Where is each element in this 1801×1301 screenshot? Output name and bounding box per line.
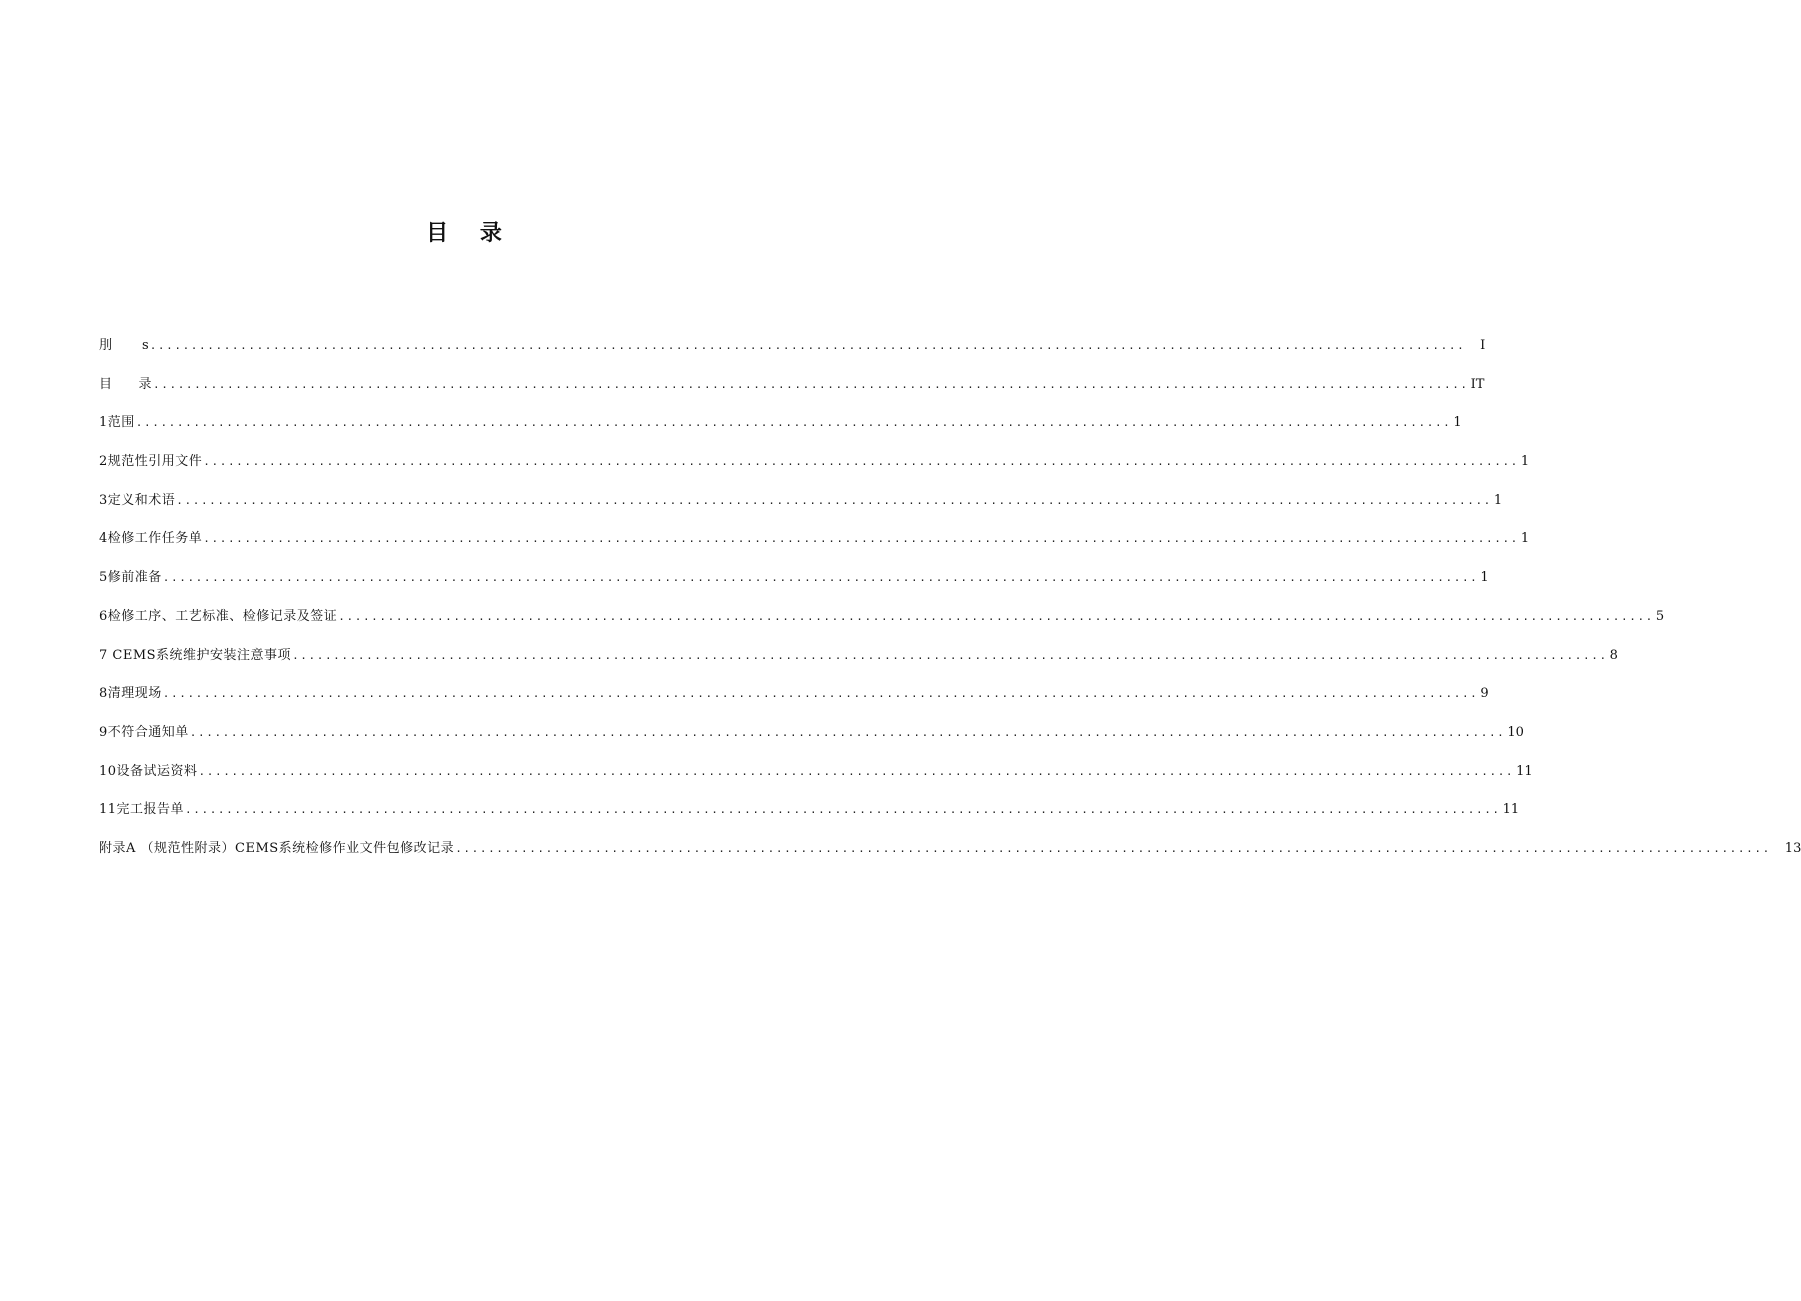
toc-page-number: 1: [1480, 570, 1489, 586]
dot-leader: ................................................................................................................................................................: [176, 493, 1492, 507]
toc-entry-10[interactable]: [99, 762, 1533, 801]
toc-entry-3[interactable]: [99, 491, 1503, 530]
toc-entry-7[interactable]: [99, 646, 1618, 685]
toc-page-number: 11: [1516, 763, 1533, 779]
dot-leader: ................................................................................................................................................................: [162, 687, 1479, 701]
toc-page-number: 1: [1453, 415, 1462, 431]
toc-entry-8[interactable]: [99, 684, 1489, 723]
toc-entry-label: 10设备试运资料: [99, 763, 198, 779]
toc-entry-1[interactable]: [99, 413, 1462, 452]
toc-entry-contents[interactable]: [99, 375, 1485, 414]
dot-leader: ................................................................................................................................................................: [455, 841, 1771, 855]
toc-entry-label: 8清理现场: [99, 686, 162, 702]
toc-page-number: 5: [1655, 608, 1665, 624]
dot-leader: ................................................................................................................................................................: [198, 764, 1515, 778]
toc-page-number: 1: [1520, 531, 1530, 547]
dot-leader: ................................................................................................................................................................: [149, 339, 1466, 352]
table-of-contents: [99, 336, 1801, 878]
toc-label-part-b: 录: [138, 376, 153, 392]
toc-entry-4[interactable]: [99, 529, 1530, 568]
toc-entry-label: 附录A （规范性附录）CEMS系统检修作业文件包修改记录: [99, 840, 455, 856]
toc-page-number: IT: [1470, 376, 1485, 392]
toc-entry-label: 11完工报告单: [99, 802, 185, 818]
toc-page-number: 1: [1493, 492, 1503, 508]
dot-leader: ................................................................................................................................................................: [153, 377, 1469, 391]
toc-page-number: 8: [1609, 647, 1618, 663]
dot-leader: ................................................................................................................................................................: [292, 648, 1608, 662]
toc-entry-2[interactable]: [99, 452, 1530, 491]
toc-page-number: 9: [1480, 686, 1489, 702]
toc-page-number: 13: [1784, 840, 1801, 856]
toc-entry-label: 6检修工序、工艺标准、检修记录及签证: [99, 608, 338, 624]
dot-leader: ................................................................................................................................................................: [189, 725, 1506, 739]
dot-leader: ................................................................................................................................................................: [203, 532, 1519, 546]
toc-entry-foreword[interactable]: [99, 336, 1486, 375]
toc-label-part-a: 目: [99, 376, 113, 392]
toc-entry-9[interactable]: [99, 723, 1524, 762]
toc-entry-label: [99, 336, 149, 356]
dot-leader: ................................................................................................................................................................: [185, 803, 1501, 817]
toc-page-number: I: [1480, 338, 1486, 353]
toc-entry-label: 1范围: [99, 415, 135, 431]
toc-entry-label: 3定义和术语: [99, 492, 176, 508]
toc-page-number: 1: [1520, 454, 1530, 470]
toc-entry-label: 5修前准备: [99, 570, 162, 586]
page-title: 目 录: [426, 221, 514, 246]
toc-page-number: 10: [1507, 724, 1524, 740]
toc-entry-label: 4检修工作任务单: [99, 531, 203, 547]
dot-leader: ................................................................................................................................................................: [162, 571, 1479, 585]
toc-page-number: 11: [1502, 802, 1520, 818]
toc-entry-11[interactable]: [99, 800, 1520, 839]
dot-leader: ................................................................................................................................................................: [203, 455, 1519, 469]
dot-leader: ................................................................................................................................................................: [135, 416, 1452, 430]
toc-label-part-b: s: [142, 338, 149, 353]
toc-entry-label: [99, 375, 152, 395]
toc-entry-appendix-a[interactable]: [99, 839, 1801, 878]
toc-label-part-a: 刖: [99, 338, 113, 353]
toc-entry-label: 2规范性引用文件: [99, 454, 203, 470]
toc-entry-label: 9不符合通知单: [99, 724, 189, 740]
toc-entry-5[interactable]: [99, 568, 1489, 607]
toc-entry-label: 7 CEMS系统维护安装注意事项: [99, 647, 292, 663]
dot-leader: ................................................................................................................................................................: [338, 609, 1654, 623]
toc-entry-6[interactable]: [99, 607, 1665, 646]
